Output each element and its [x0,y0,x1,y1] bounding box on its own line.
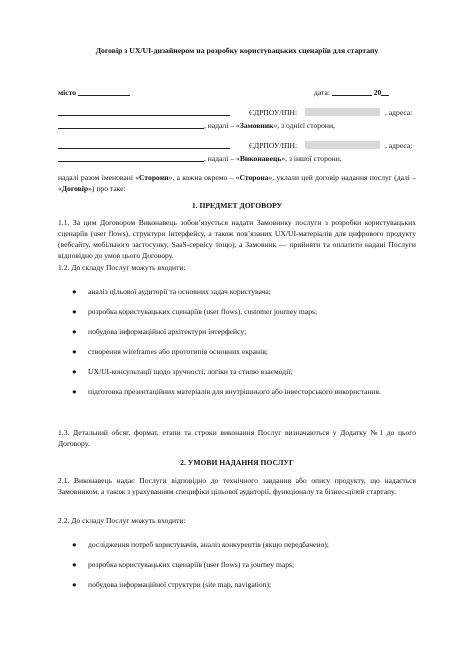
document-title: Договір з UX/UI-дизайнером на розробку користувацьких сценаріїв для стартапу [95,46,379,55]
contractor-code-field[interactable] [305,140,380,151]
contractor-name-field[interactable] [58,140,230,149]
list-item: ● створення wireframes або прототипів основних екранів; [72,347,268,356]
list-item: ● побудова інформаційної структури (site map, navigation); [72,580,272,589]
place-label: місто [58,88,77,97]
date-label: дата: [314,88,330,97]
bullet-icon: ● [72,347,77,356]
bullet-icon: ● [72,540,77,549]
customer-line-2: , надалі – «Замовник», з однієї сторони, [58,120,335,131]
bullet-icon: ● [72,387,77,396]
contractor-code-label: ЄДРПОУ/ІПН: [249,141,298,150]
bullet-icon: ● [72,307,77,316]
customer-code-field[interactable] [305,107,380,118]
bullet-icon: ● [72,327,77,336]
customer-address-field[interactable] [58,120,204,129]
customer-line-1 [58,107,230,118]
section-1-heading: 1. ПРЕДМЕТ ДОГОВОРУ [191,201,283,210]
clause-2-2: 2.2. До складу Послуг можуть входити: [58,516,186,525]
bullet-icon: ● [72,580,77,589]
bullet-icon: ● [72,367,77,376]
bullet-icon: ● [72,560,77,569]
section-2-list [72,539,412,590]
contractor-role: Виконавець [239,154,282,163]
list-item: ● розробка користувацьких сценаріїв (user flows), customer journey maps; [72,307,318,316]
section-2-heading: 2. УМОВИ НАДАННЯ ПОСЛУГ [180,458,294,467]
customer-role: Замовник [239,121,274,130]
list-item: ● підготовка презентаційних матеріалів для внутрішнього або інвесторського використання. [72,387,381,396]
year-field[interactable] [381,87,389,96]
contractor-address-label: адреса: [388,141,413,150]
place-line [58,87,130,98]
clause-1-1: 1.1. За цим Договором Виконавець зобов’язується надати Замовнику послуги з розробки користувацьких сценаріїв (user flows), структури інтерфейсу, а також пов’язаних UX/UI-матеріалів для цифрового продукту (вебсайту, мобільного застосунку, SaaS-сервісу тощо), а Замовник — прийняти та оплатити надані Послуги відповідно до умов цього Договору. [58,218,416,260]
date-line [314,87,389,98]
customer-name-field[interactable] [58,107,230,116]
customer-address-label: адреса: [388,108,413,117]
clause-2-1: 2.1. Виконавець надає Послуги відповідно до технічного завдання або опису продукту, що надається Замовником, а також з урахуванням специфіки цільової аудиторії, функціоналу та бізнес-цілей стартапу. [58,476,416,496]
date-field[interactable] [332,87,372,96]
list-item: ● розробка користувацьких сценаріїв (user flows) та journey maps; [72,560,295,569]
clause-1-3: 1.3. Детальний обсяг, формат, етапи та строки виконання Послуг визначаються у Додатку №1 до цього Договору. [58,428,416,448]
year-prefix: 20 [373,88,382,97]
customer-code-label: ЄДРПОУ/ІПН: [249,108,298,117]
contractor-line-1 [58,140,230,151]
bullet-icon: ● [72,287,77,296]
customer-address-label-wrap: , адреса: [385,108,413,117]
list-item: ● UX/UI-консультації щодо зручності, логіки та стилю взаємодії; [72,367,293,376]
list-item: ● дослідження потреб користувачів, аналіз конкурентів (якщо передбачено); [72,540,329,549]
contractor-address-label-wrap: , адреса: [385,141,413,150]
intro-paragraph: надалі разом іменовані «Сторони», а кожна окремо – «Сторона», уклали цей договір надання послуг (далі – «Договір») про таке: [58,173,416,193]
contractor-line-2: , надалі – «Виконавець», з іншої сторони, [58,153,342,164]
list-item: ● побудова інформаційної архітектури інтерфейсу; [72,327,247,336]
place-field[interactable] [78,87,130,96]
clause-1-2: 1.2. До складу Послуг можуть входити: [58,263,186,272]
list-item: ● аналіз цільової аудиторії та основних задач користувача; [72,287,271,296]
contractor-address-field[interactable] [58,153,204,162]
section-1-list [72,286,412,397]
